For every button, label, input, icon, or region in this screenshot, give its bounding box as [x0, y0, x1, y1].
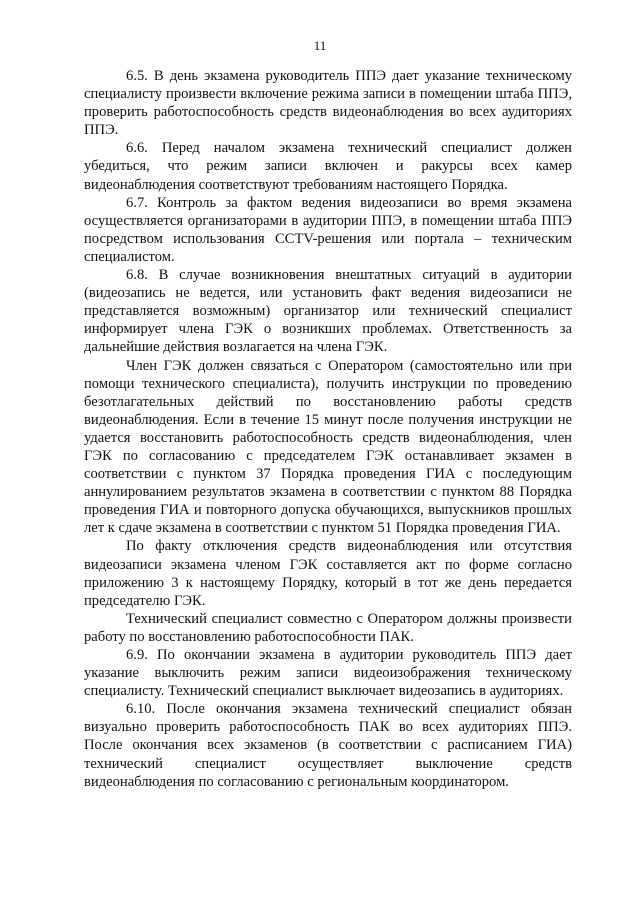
paragraph-6-10: 6.10. После окончания экзамена технический специалист обязан визуально проверить работоспособность ПАК во всех аудиториях ППЭ. После окончания всех экзаменов (в соответствии с расписанием ГИА) технический специалист осуществляет выключение средств видеонаблюдения по согласованию с региональным координатором.: [84, 701, 572, 790]
document-body: [84, 67, 572, 791]
paragraph-6-6: 6.6. Перед началом экзамена технический специалист должен убедиться, что режим записи включен и ракурсы всех камер видеонаблюдения соответствуют требованиям настоящего Порядка.: [84, 140, 572, 193]
paragraph-6-5: 6.5. В день экзамена руководитель ППЭ дает указание техническому специалисту произвести включение режима записи в помещении штаба ППЭ, проверить работоспособность средств видеонаблюдения во всех аудиториях ППЭ.: [84, 68, 572, 139]
paragraph-video-outage-act: По факту отключения средств видеонаблюдения или отсутствия видеозаписи экзамена членом ГЭК составляется акт по форме согласно приложению 3 к настоящему Порядку, который в тот же день передается председателю ГЭК.: [84, 538, 572, 609]
paragraph-gek-member-actions: Член ГЭК должен связаться с Оператором (самостоятельно или при помощи технического специалиста), получить инструкции по проведению безотлагательных действий по восстановлению работы средств видеонаблюдения. Если в течение 15 минут после получения инструкции не удается восстановить работоспособность средств видеонаблюдения, член ГЭК по согласованию с председателем ГЭК останавливает экзамен в соответствии с пунктом 37 Порядка проведения ГИА с последующим аннулированием результатов экзамена в соответствии с пунктом 88 Порядка проведения ГИА и повторного допуска обучающихся, выпускников прошлых лет к сдаче экзамена в соответствии с пунктом 51 Порядка проведения ГИА.: [84, 357, 572, 537]
paragraph-6-9: 6.9. По окончании экзамена в аудитории руководитель ППЭ дает указание выключить режим записи видеоизображения техническому специалисту. Технический специалист выключает видеозапись в аудиториях.: [84, 647, 572, 700]
paragraph-6-7: 6.7. Контроль за фактом ведения видеозаписи во время экзамена осуществляется организаторами в аудитории ППЭ, в помещении штаба ППЭ посредством использования CCTV-решения или портала – техническим специалистом.: [84, 194, 572, 265]
paragraph-pak-restoration: Технический специалист совместно с Оператором должны произвести работу по восстановлению работоспособности ПАК.: [84, 610, 572, 645]
page-number: 11: [313, 38, 327, 53]
paragraph-6-8: 6.8. В случае возникновения внештатных ситуаций в аудитории (видеозапись не ведется, или установить факт ведения видеозаписи не представляется возможным) организатор или технический специалист информирует члена ГЭК о возникших проблемах. Ответственность за дальнейшие действия возлагается на члена ГЭК.: [84, 267, 572, 356]
